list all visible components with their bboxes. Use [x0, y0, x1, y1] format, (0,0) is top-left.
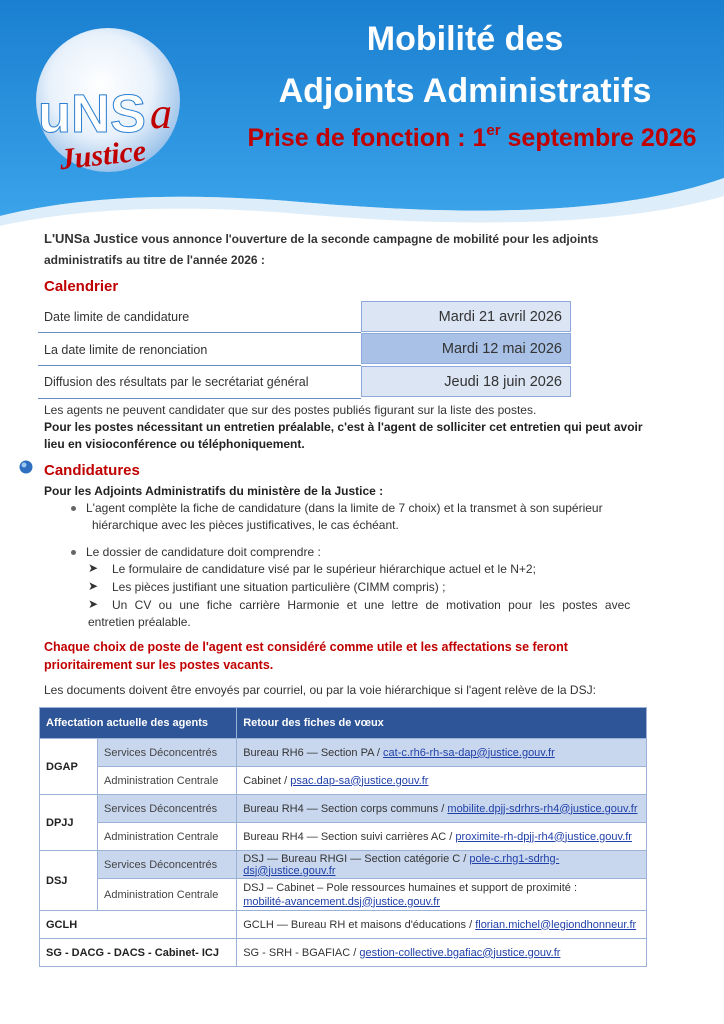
email-link[interactable]: florian.michel@legiondhonneur.fr — [475, 918, 637, 931]
bullet-text: L'agent complète la fiche de candidature (dans la limite de 7 choix) et la transmet à son supérieur — [86, 501, 603, 515]
contact-cell: Cabinet / psac.dap-sa@justice.gouv.fr — [237, 767, 647, 795]
email-link[interactable]: gestion-collective.bgafiac@justice.gouv.fr — [359, 946, 561, 959]
unsa-justice-logo — [30, 20, 205, 190]
page-title-line1: Mobilité des — [366, 20, 564, 58]
intro-paragraph: L'UNSa Justice vous annonce l'ouverture de la seconde campagne de mobilité pour les adjoints administratifs au titre de l'année 2026 : — [44, 231, 599, 267]
column-header: Affectation actuelle des agents — [40, 708, 237, 739]
table-row — [40, 795, 647, 823]
arrow-icon: ➤ — [88, 579, 99, 593]
service-cell: Services Déconcentrés — [98, 795, 237, 823]
table-row — [40, 767, 647, 795]
arrow-icon: ➤ — [88, 561, 99, 575]
table-row — [40, 851, 647, 879]
table-header-row — [40, 708, 647, 739]
table-row — [40, 823, 647, 851]
service-cell: Administration Centrale — [98, 767, 237, 795]
cal-row-date: Mardi 21 avril 2026 — [361, 301, 571, 332]
cal-row-label: La date limite de renonciation — [44, 343, 208, 357]
email-link[interactable]: cat-c.rh6-rh-sa-dap@justice.gouv.fr — [383, 746, 555, 759]
list-item: entretien préalable. — [88, 615, 191, 629]
warning-line: prioritairement sur les postes vacants. — [44, 658, 274, 672]
contact-cell: Bureau RH4 — Section corps communs / mobilite.dpjj-sdrhrs-rh4@justice.gouv.fr — [237, 795, 647, 823]
service-cell: Administration Centrale — [98, 823, 237, 851]
service-cell: Administration Centrale — [98, 879, 237, 911]
org-cell: DPJJ — [40, 795, 98, 851]
table-row — [40, 939, 647, 967]
cal-row-label: Diffusion des résultats par le secrétariat général — [44, 375, 309, 389]
contact-cell: DSJ — Bureau RHGI — Section catégorie C / pole-c.rhg1-sdrhg-dsj@justice.gouv.fr — [237, 851, 647, 879]
calendrier-heading: Calendrier — [44, 278, 119, 295]
bullet-text: Le dossier de candidature doit comprendre : — [86, 545, 321, 559]
table-row — [40, 739, 647, 767]
contact-cell: Bureau RH4 — Section suivi carrières AC / proximite-rh-dpjj-rh4@justice.gouv.fr — [237, 823, 647, 851]
svg-text:uNS: uNS — [38, 84, 146, 144]
org-cell: DGAP — [40, 739, 98, 795]
email-link[interactable]: pole-c.rhg1-sdrhg-dsj@justice.gouv.fr — [243, 852, 560, 877]
cal-row-date: Jeudi 18 juin 2026 — [361, 366, 571, 397]
svg-text:Justice: Justice — [57, 134, 148, 177]
cal-row-date: Mardi 12 mai 2026 — [361, 333, 571, 364]
bullet-dot — [71, 506, 76, 511]
email-link[interactable]: mobilité-avancement.dsj@justice.gouv.fr — [243, 895, 441, 908]
contact-cell: Bureau RH6 — Section PA / cat-c.rh6-rh-sa-dap@justice.gouv.fr — [237, 739, 647, 767]
page-title-line2: Adjoints Administratifs — [278, 72, 652, 110]
candidatures-sub: Pour les Adjoints Administratifs du ministère de la Justice : — [44, 484, 384, 498]
column-header: Retour des fiches de vœux — [237, 708, 647, 739]
intro-org: L'UNSa Justice — [44, 231, 139, 246]
note-line: Les agents ne peuvent candidater que sur des postes publiés figurant sur la liste des postes. — [44, 403, 537, 417]
cal-row-label: Date limite de candidature — [44, 310, 190, 324]
email-link[interactable]: proximite-rh-dpjj-rh4@justice.gouv.fr — [455, 830, 632, 843]
page-subtitle: Prise de fonction : 1er septembre 2026 — [247, 122, 697, 152]
warning-line: Chaque choix de poste de l'agent est considéré comme utile et les affectations se feront — [44, 640, 568, 654]
org-cell: GCLH — [40, 911, 237, 939]
envoi-text: Les documents doivent être envoyés par courriel, ou par la voie hiérarchique si l'agent relève de la DSJ: — [44, 683, 596, 697]
arrow-icon: ➤ — [88, 597, 99, 611]
org-cell: SG - DACG - DACS - Cabinet- ICJ — [40, 939, 237, 967]
divider — [38, 332, 361, 333]
note-line-bold: Pour les postes nécessitant un entretien préalable, c'est à l'agent de solliciter cet entretien qui peut avoir — [44, 420, 643, 434]
divider — [38, 365, 361, 366]
service-cell: Services Déconcentrés — [98, 851, 237, 879]
contact-cell: DSJ – Cabinet – Pole ressources humaines et support de proximité : mobilité-avancement.dsj@justice.gouv.fr — [237, 879, 647, 911]
email-link[interactable]: psac.dap-sa@justice.gouv.fr — [290, 774, 429, 787]
bullet-dot — [71, 550, 76, 555]
bullet-text: hiérarchique avec les pièces justificatives, le cas échéant. — [92, 518, 399, 532]
svg-text:a: a — [150, 89, 172, 138]
contact-cell: SG - SRH - BGAFIAC / gestion-collective.bgafiac@justice.gouv.fr — [237, 939, 647, 967]
list-item: Les pièces justifiant une situation particulière (CIMM compris) ; — [112, 580, 446, 594]
candidatures-heading: Candidatures — [44, 462, 140, 479]
email-link[interactable]: mobilite.dpjj-sdrhrs-rh4@justice.gouv.fr — [447, 802, 638, 815]
list-item: Le formulaire de candidature visé par le supérieur hiérarchique actuel et le N+2; — [112, 562, 536, 576]
note-line-bold: lieu en visioconférence ou téléphoniquement. — [44, 437, 305, 451]
section-bullet-icon — [18, 459, 34, 475]
list-item: Un CV ou une fiche carrière Harmonie et une lettre de motivation pour les postes avec — [112, 598, 631, 612]
org-cell: DSJ — [40, 851, 98, 911]
service-cell: Services Déconcentrés — [98, 739, 237, 767]
divider — [38, 398, 361, 399]
destination-table — [39, 707, 647, 967]
table-row — [40, 911, 647, 939]
contact-cell: GCLH — Bureau RH et maisons d'éducations / florian.michel@legiondhonneur.fr — [237, 911, 647, 939]
table-row — [40, 879, 647, 911]
